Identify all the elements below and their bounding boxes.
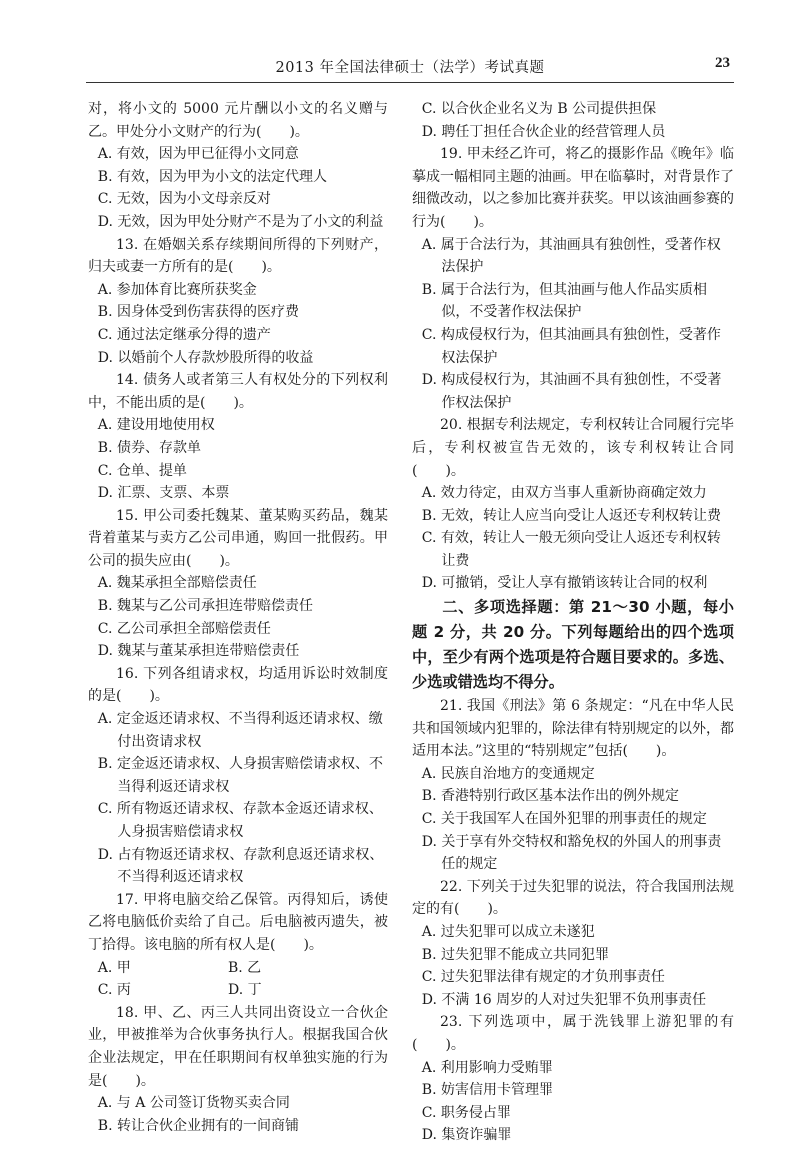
q20-option-b: B. 无效，转让人应当向受让人返还专利权转让费 <box>421 507 721 524</box>
q18-option-d: D. 聘任丁担任合伙企业的经营管理人员 <box>421 123 666 140</box>
question-13: 13. 在婚姻关系存续期间所得的下列财产，归夫或妻一方所有的是( )。 <box>88 236 388 276</box>
question-20: 20. 根据专利法规定，专利权转让合同履行完毕后，专利权被宣告无效的，该专利权转让合同( )。 <box>412 417 734 479</box>
q15-option-b: B. 魏某与乙公司承担连带赔偿责任 <box>97 598 313 615</box>
q14-option-d: D. 汇票、支票、本票 <box>97 485 230 502</box>
q13-option-d: D. 以婚前个人存款炒股所得的收益 <box>97 349 314 366</box>
q12-option-d: D. 无效，因为甲处分财产不是为了小文的利益 <box>97 213 384 230</box>
left-column <box>88 98 388 1137</box>
q14-option-b: B. 债券、存款单 <box>97 439 201 456</box>
question-15: 15. 甲公司委托魏某、董某购买药品，魏某背着董某与卖方乙公司串通，购回一批假药。甲公司的损失应由( )。 <box>88 507 388 569</box>
q18-option-b: B. 转让合伙企业拥有的一间商铺 <box>97 1117 299 1134</box>
question-19: 19. 甲未经乙许可，将乙的摄影作品《晚年》临摹成一幅相同主题的油画。甲在临摹时，对背景作了细微改动，以之参加比赛并获奖。甲以该油画参赛的行为( )。 <box>412 146 734 230</box>
q15-option-c: C. 乙公司承担全部赔偿责任 <box>97 620 271 637</box>
question-14: 14. 债务人或者第三人有权处分的下列权利中，不能出质的是( )。 <box>88 372 388 411</box>
right-column <box>412 98 734 1147</box>
q17-options-row-1 <box>88 957 388 980</box>
q19-option-b: B. 属于合法行为，但其油画与他人作品实质相似，不受著作权法保护 <box>421 281 707 321</box>
q21-option-c: C. 关于我国军人在国外犯罪的刑事责任的规定 <box>421 811 707 828</box>
q23-option-d: D. 集资诈骗罪 <box>421 1127 512 1144</box>
q17-option-a: A. 甲 <box>97 959 131 976</box>
q12-option-b: B. 有效，因为甲为小文的法定代理人 <box>97 168 327 185</box>
section-heading-multiple-choice: 二、多项选择题：第 21～30 小题，每小题 2 分，共 20 分。下列每题给出的四个选项中，至少有两个选项是符合题目要求的。多选、少选或错选均不得分。 <box>412 598 734 692</box>
q23-option-b: B. 妨害信用卡管理罪 <box>421 1082 553 1099</box>
q12-option-a: A. 有效，因为甲已征得小文同意 <box>97 146 299 163</box>
question-23: 23. 下列选项中，属于洗钱罪上游犯罪的有( )。 <box>412 1014 734 1053</box>
q13-option-a: A. 参加体育比赛所获奖金 <box>97 281 257 298</box>
q19-option-d: D. 构成侵权行为，其油画不具有独创性，不受著作权法保护 <box>421 372 722 411</box>
q17-options-row-2 <box>88 979 388 1002</box>
q18-option-c: C. 以合伙企业名义为 B 公司提供担保 <box>421 101 657 117</box>
q19-option-c: C. 构成侵权行为，但其油画具有独创性，受著作权法保护 <box>421 326 721 366</box>
q16-option-d: D. 占有物返还请求权、存款利息返还请求权、不当得利返还请求权 <box>97 846 384 886</box>
question-12-continued: 对，将小文的 5000 元片酬以小文的名义赠与乙。甲处分小文财产的行为( )。 <box>88 101 388 140</box>
q17-option-d: D. 丁 <box>227 982 262 999</box>
q13-option-c: C. 通过法定继承分得的遗产 <box>97 326 271 343</box>
q12-option-c: C. 无效，因为小文母亲反对 <box>97 191 271 208</box>
q19-option-a: A. 属于合法行为，其油画具有独创性，受著作权法保护 <box>421 236 721 276</box>
q16-option-a: A. 定金返还请求权、不当得利返还请求权、缴付出资请求权 <box>97 711 383 750</box>
q15-option-d: D. 魏某与董某承担连带赔偿责任 <box>97 643 300 660</box>
question-18: 18. 甲、乙、丙三人共同出资设立一合伙企业，甲被推举为合伙事务执行人。根据我国合伙企业法规定，甲在任职期间有权单独实施的行为是( )。 <box>88 1004 388 1089</box>
q20-option-d: D. 可撤销，受让人享有撤销该转让合同的权利 <box>421 575 708 592</box>
q18-option-a: A. 与 A 公司签订货物买卖合同 <box>97 1095 290 1112</box>
q22-option-a: A. 过失犯罪可以成立未遂犯 <box>421 924 595 940</box>
question-16: 16. 下列各组请求权，均适用诉讼时效制度的是( )。 <box>88 665 388 705</box>
q16-option-b: B. 定金返还请求权、人身损害赔偿请求权、不当得利返还请求权 <box>97 756 383 795</box>
q23-option-a: A. 利用影响力受贿罪 <box>421 1059 553 1076</box>
header-rule <box>86 82 734 83</box>
q17-option-c: C. 丙 <box>97 982 131 999</box>
q21-option-a: A. 民族自治地方的变通规定 <box>421 765 595 782</box>
header-title: 2013 年全国法律硕士（法学）考试真题 <box>275 60 545 76</box>
q20-option-c: C. 有效，转让人一般无须向受让人返还专利权转让费 <box>421 530 721 569</box>
q22-option-b: B. 过失犯罪不能成立共同犯罪 <box>421 946 609 963</box>
question-21: 21. 我国《刑法》第 6 条规定：“凡在中华人民共和国领域内犯罪的，除法律有特别规定的以外，都适用本法。”这里的“特别规定”包括( )。 <box>412 698 734 760</box>
q14-option-c: C. 仓单、提单 <box>97 462 187 479</box>
q21-option-b: B. 香港特别行政区基本法作出的例外规定 <box>421 788 679 805</box>
q22-option-d: D. 不满 16 周岁的人对过失犯罪不负刑事责任 <box>421 991 707 1008</box>
q21-option-d: D. 关于享有外交特权和豁免权的外国人的刑事责任的规定 <box>421 833 722 873</box>
q16-option-c: C. 所有物返还请求权、存款本金返还请求权、人身损害赔偿请求权 <box>97 801 383 840</box>
q15-option-a: A. 魏某承担全部赔偿责任 <box>97 575 257 592</box>
q14-option-a: A. 建设用地使用权 <box>97 417 215 434</box>
question-17: 17. 甲将电脑交给乙保管。丙得知后，诱使乙将电脑低价卖给了自己。后电脑被丙遗失，被丁拾得。该电脑的所有权人是( )。 <box>88 891 388 953</box>
q20-option-a: A. 效力待定，由双方当事人重新协商确定效力 <box>421 485 707 502</box>
page-number: 23 <box>715 55 730 71</box>
question-22: 22. 下列关于过失犯罪的说法，符合我国刑法规定的有( )。 <box>412 878 734 918</box>
q22-option-c: C. 过失犯罪法律有规定的才负刑事责任 <box>421 969 665 986</box>
q17-option-b: B. 乙 <box>227 959 262 976</box>
q13-option-b: B. 因身体受到伤害获得的医疗费 <box>97 304 299 321</box>
q23-option-c: C. 职务侵占罪 <box>421 1104 511 1121</box>
